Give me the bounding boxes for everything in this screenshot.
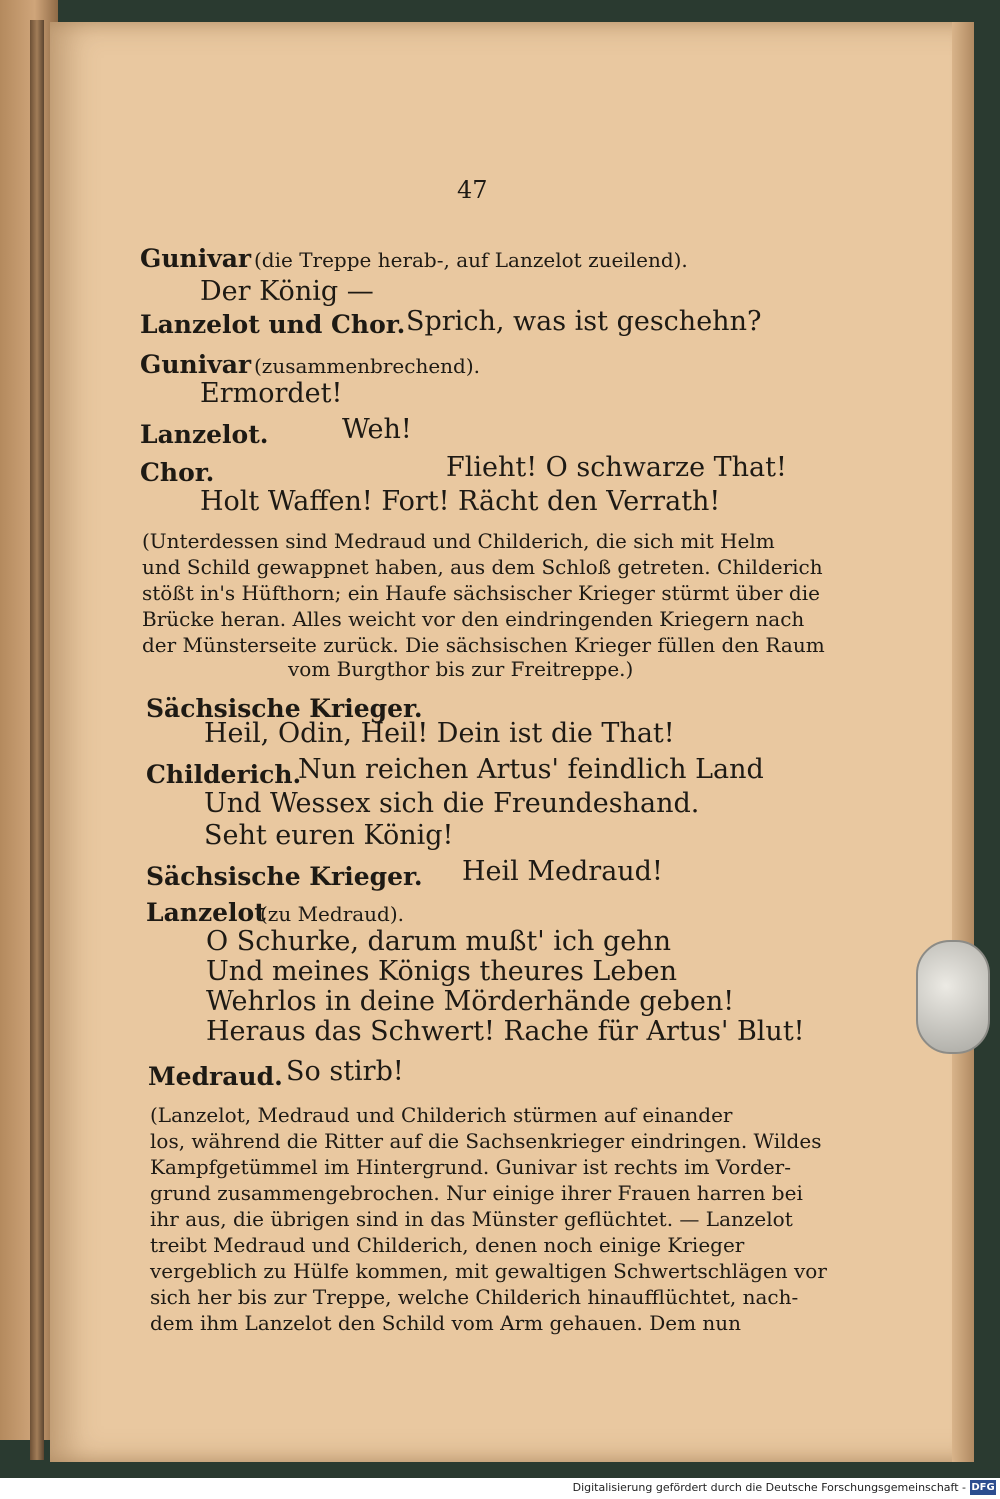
funding-notice: Digitalisierung gefördert durch die Deutsche Forschungsgemeinschaft - — [572, 1481, 966, 1494]
speaker-saechsische-krieger: Sächsische Krieger. — [146, 862, 423, 891]
verse-line: Flieht! O schwarze That! — [446, 452, 787, 483]
page-number: 47 — [457, 176, 488, 204]
stage-direction-line: Brücke heran. Alles weicht vor den eindringenden Kriegern nach — [142, 607, 805, 631]
stage-direction-line: los, während die Ritter auf die Sachsenkrieger eindringen. Wildes — [150, 1129, 822, 1153]
verse-line: Nun reichen Artus' feindlich Land — [298, 754, 764, 785]
stage-direction-line: vom Burgthor bis zur Freitreppe.) — [288, 657, 634, 681]
verse-line: Weh! — [342, 414, 412, 445]
speaker-gunivar: Gunivar — [140, 244, 252, 273]
stage-direction-line: und Schild gewappnet haben, aus dem Schloß getreten. Childerich — [142, 555, 823, 579]
verse-line: Heraus das Schwert! Rache für Artus' Blut! — [206, 1016, 805, 1047]
stage-direction-line: sich her bis zur Treppe, welche Childerich hinaufflüchtet, nach- — [150, 1285, 799, 1309]
stage-direction-line: der Münsterseite zurück. Die sächsischen Krieger füllen den Raum — [142, 633, 825, 657]
speaker-saechsische-krieger: Sächsische Krieger. — [146, 694, 423, 723]
verse-line: Heil, Odin, Heil! Dein ist die That! — [204, 718, 675, 749]
speaker-lanzelot: Lanzelot — [146, 898, 266, 927]
stage-direction-inline: (zusammenbrechend). — [254, 354, 481, 378]
stage-direction-line: vergeblich zu Hülfe kommen, mit gewaltigen Schwertschlägen vor — [150, 1259, 827, 1283]
verse-line: Der König — — [200, 276, 374, 307]
dfg-logo: DFG — [971, 1482, 995, 1493]
stage-direction-line: stößt in's Hüfthorn; ein Haufe sächsischer Krieger stürmt über die — [142, 581, 820, 605]
stage-direction-line: grund zusammengebrochen. Nur einige ihrer Frauen harren bei — [150, 1181, 803, 1205]
verse-line: So stirb! — [286, 1056, 404, 1087]
verse-line: Wehrlos in deine Mörderhände geben! — [206, 986, 735, 1017]
book-spine — [30, 20, 44, 1460]
stage-direction-line: ihr aus, die übrigen sind in das Münster geflüchtet. — Lanzelot — [150, 1207, 793, 1231]
stage-direction-line: (Unterdessen sind Medraud und Childerich, die sich mit Helm — [142, 529, 775, 553]
stage-direction-line: (Lanzelot, Medraud und Childerich stürmen auf einander — [150, 1103, 733, 1127]
speaker-lanzelot-chor: Lanzelot und Chor. — [140, 310, 406, 339]
stage-direction-inline: (die Treppe herab-, auf Lanzelot zueilend). — [254, 248, 688, 272]
stage-direction-inline: (zu Medraud). — [260, 902, 405, 926]
right-page-edge — [952, 22, 974, 1462]
stage-direction-line: dem ihm Lanzelot den Schild vom Arm gehauen. Dem nun — [150, 1311, 742, 1335]
verse-line: O Schurke, darum mußt' ich gehn — [206, 926, 672, 957]
stage-direction-line: treibt Medraud und Childerich, denen noch einige Krieger — [150, 1233, 745, 1257]
speaker-gunivar: Gunivar — [140, 350, 252, 379]
speaker-childerich: Childerich. — [146, 760, 302, 789]
verse-line: Sprich, was ist geschehn? — [406, 306, 762, 337]
verse-line: Heil Medraud! — [462, 856, 663, 887]
speaker-lanzelot: Lanzelot. — [140, 420, 269, 449]
speaker-chor: Chor. — [140, 458, 215, 487]
page-clip — [916, 940, 990, 1054]
stage-direction-line: Kampfgetümmel im Hintergrund. Gunivar ist rechts im Vorder- — [150, 1155, 791, 1179]
verse-line: Und Wessex sich die Freundeshand. — [204, 788, 700, 819]
verse-line: Seht euren König! — [204, 820, 454, 851]
verse-line: Ermordet! — [200, 378, 343, 409]
verse-line: Und meines Königs theures Leben — [206, 956, 677, 987]
speaker-medraud: Medraud. — [148, 1062, 283, 1091]
verse-line: Holt Waffen! Fort! Rächt den Verrath! — [200, 486, 721, 517]
